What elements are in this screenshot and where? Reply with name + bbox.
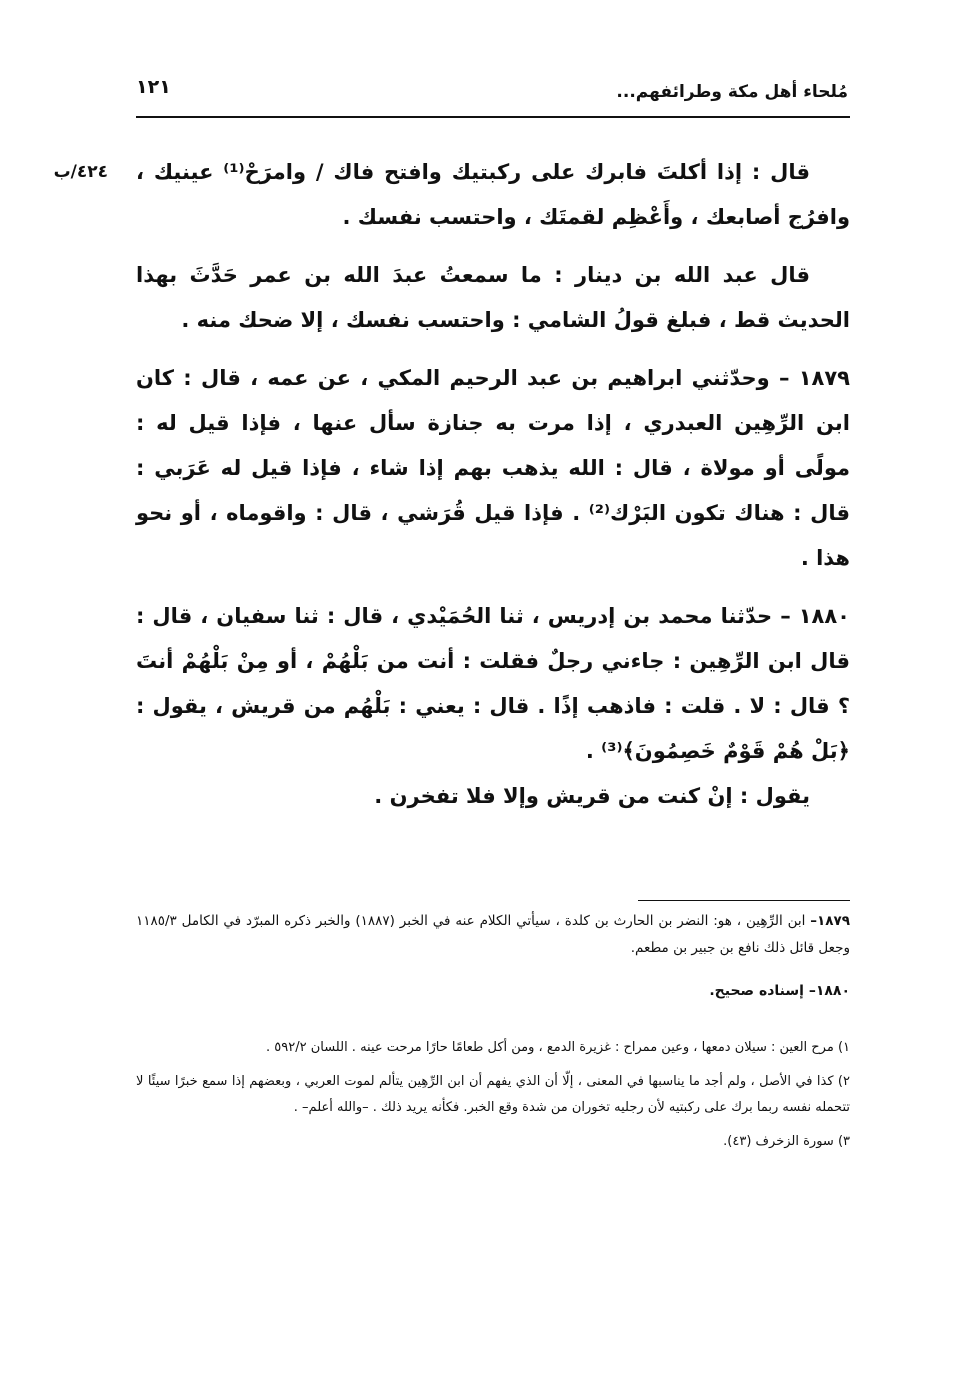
paragraph-2: قال عبد الله بن دينار : ما سمعتُ عبدَ الله بن عمر حَدَّثَ بهذا الحديث قط ، فبلغ قولُ الشامي : واحتسب نفسك ، إلا ضحك منه . [136,263,850,332]
note-1879 [136,908,850,962]
report-1879: ١٨٧٩ – وحدّثني ابراهيم بن عبد الرحيم المكي ، عن عمه ، قال : كان ابن الرِّهِين العبدري ، إذا مرت به جنازة سأل عنها ، فإذا قيل له : مولًى أو مولاة ، قال : الله يذهب بهم إذا شاء ، فإذا قيل له عَرَبي : قال : هناك تكون البَرْك⁽²⁾ . فإذا قيل قُرَشي ، قال : واقوماه ، أو نحو هذا . [136,366,851,570]
paragraph-1: قال : إذا أكلتَ فابرك على ركبتيك وافتح فاك / وامرَحْ⁽¹⁾ عينيك ، وافرُج أصابعك ، وأَعْظِم لقمتَك ، واحتسب نفسك . [136,160,850,229]
report-1880: ١٨٨٠ – حدّثنا محمد بن إدريس ، ثنا الحُمَيْدي ، قال : ثنا سفيان ، قال : قال ابن الرِّهِين : جاءني رجلٌ فقلت : أنت من بَلْهُمْ ، أو مِنْ بَلْهُمْ أنتَ ؟ قال : لا . قلت : فاذهب إذًا . قال : يعني : بَلْهُم من قريش ، يقول : ﴿بَلْ هُمْ قَوْمٌ خَصِمُونَ﴾⁽³⁾ . [136,604,850,763]
footnote-1: ١) مرح العين : سيلان دمعها ، وعين ممراح : غزيرة الدمع ، ومن أكل طعامًا حارًا مرحت عينه . اللسان ٥٩٢/٢ . [265,1040,850,1055]
report-1880-explanation: يقول : إنْ كنت من قريش وإلا فلا تفخرن . [374,784,810,808]
note-1880-text: إسناده صحيح. [709,983,804,999]
note-1879-number: ١٨٧٩– [810,913,850,929]
note-1880-number: ١٨٨٠– [808,983,850,999]
header-rule [136,116,850,118]
main-text [136,150,850,832]
notes-spacer [136,1021,850,1035]
running-title: مُلحاء أهل مكة وطرائفهم... [616,82,848,102]
note-1880 [136,978,850,1005]
note-1879-text: ابن الرِّهِين ، هو: النضر بن الحارث بن كلدة ، سيأتي الكلام عنه في الخبر (١٨٨٧) والخبر ذكره المبرّد في الكامل ١١٨٥/٣ وجعل قائل ذلك نافع بن جبير بن مطعم. [136,913,850,956]
margin-folio-note: ٤٢٤/ب [53,162,108,182]
footnote-2: ٢) كذا في الأصل ، ولم أجد ما يناسبها في المعنى ، إلّا أن الذي يفهم أن ابن الرِّهِين يتألم لموت العربي ، وبعضهم إذا سمع خبرًا سيئًا لا تتحمله نفسه ربما برك على ركبتيه لأن رجليه تخوران من شدة وقع الخبر. فكأنه يريد ذلك . –والله أعلم– . [136,1074,850,1115]
page-number: ١٢١ [136,76,171,98]
footnote-rule [638,900,850,901]
footnote-3: ٣) سورة الزخرف (٤٣). [723,1134,850,1149]
notes-section [136,908,850,1163]
